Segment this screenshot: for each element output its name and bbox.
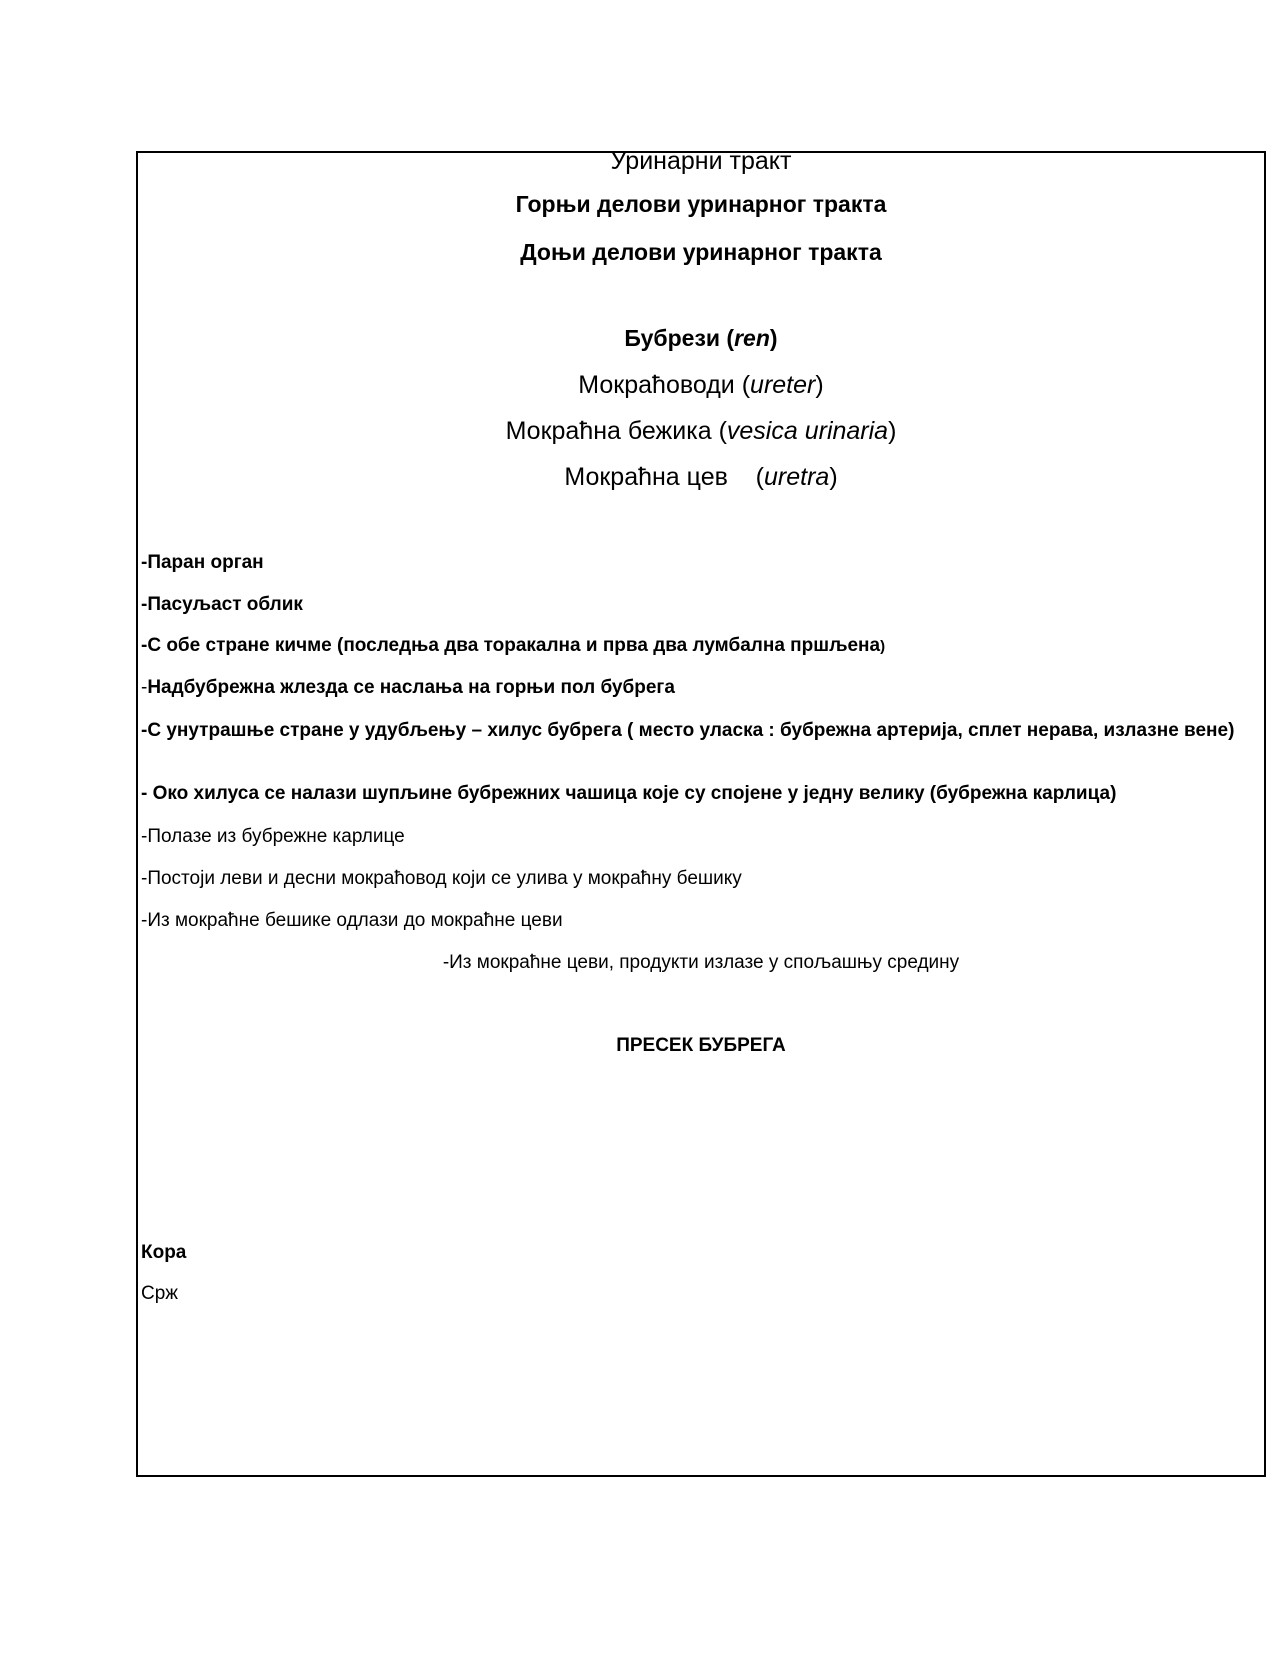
upper-parts-heading: Горњи делови уринарног тракта: [515, 191, 887, 217]
organ-kidney: Бубрези (ren): [624, 325, 778, 351]
fact-adrenal-gland: -Надбубрежна жлезда се наслања на горњи пол бубрега: [141, 677, 675, 698]
section-title: ПРЕСЕК БУБРЕГА: [616, 1035, 786, 1056]
lower-parts-heading: Доњи делови уринарног тракта: [520, 239, 882, 265]
fact-paired-organ: -Паран орган: [141, 552, 264, 573]
document-frame: [136, 147, 1266, 1477]
ureter-fact-left-right: -Постоји леви и десни мокраћовод који се улива у мокраћну бешику: [141, 868, 742, 889]
ureter-fact-origin: -Полазе из бубрежне карлице: [141, 826, 405, 847]
fact-renal-pelvis: - Око хилуса се налази шупљине бубрежних чашица које су спојене у једну велику (бубрежна карлица): [141, 783, 1117, 804]
fact-bean-shape: -Пасуљаст облик: [141, 594, 303, 615]
organ-bladder: Мокраћна бежика (vesica urinaria): [505, 417, 897, 445]
document-title: Уринарни тракт: [610, 147, 792, 175]
organ-ureter: Мокраћоводи (ureter): [578, 371, 824, 399]
ureter-fact-exit: -Из мокраћне цеви, продукти излазе у спољашњу средину: [442, 952, 960, 973]
label-cortex: Кора: [141, 1242, 187, 1263]
organ-urethra: Мокраћна цев (uretra): [564, 463, 838, 491]
fact-spine-position: -С обе стране кичме (последња два торакална и прва два лумбална пршљена): [141, 635, 886, 656]
ureter-fact-bladder: -Из мокраћне бешике одлази до мокраћне цеви: [141, 910, 563, 931]
fact-hilus: -С унутрашње стране у удубљењу – хилус бубрега ( место уласка : бубрежна артерија, сплет нерава, излазне вене): [141, 720, 1235, 741]
label-medulla: Срж: [141, 1283, 178, 1304]
